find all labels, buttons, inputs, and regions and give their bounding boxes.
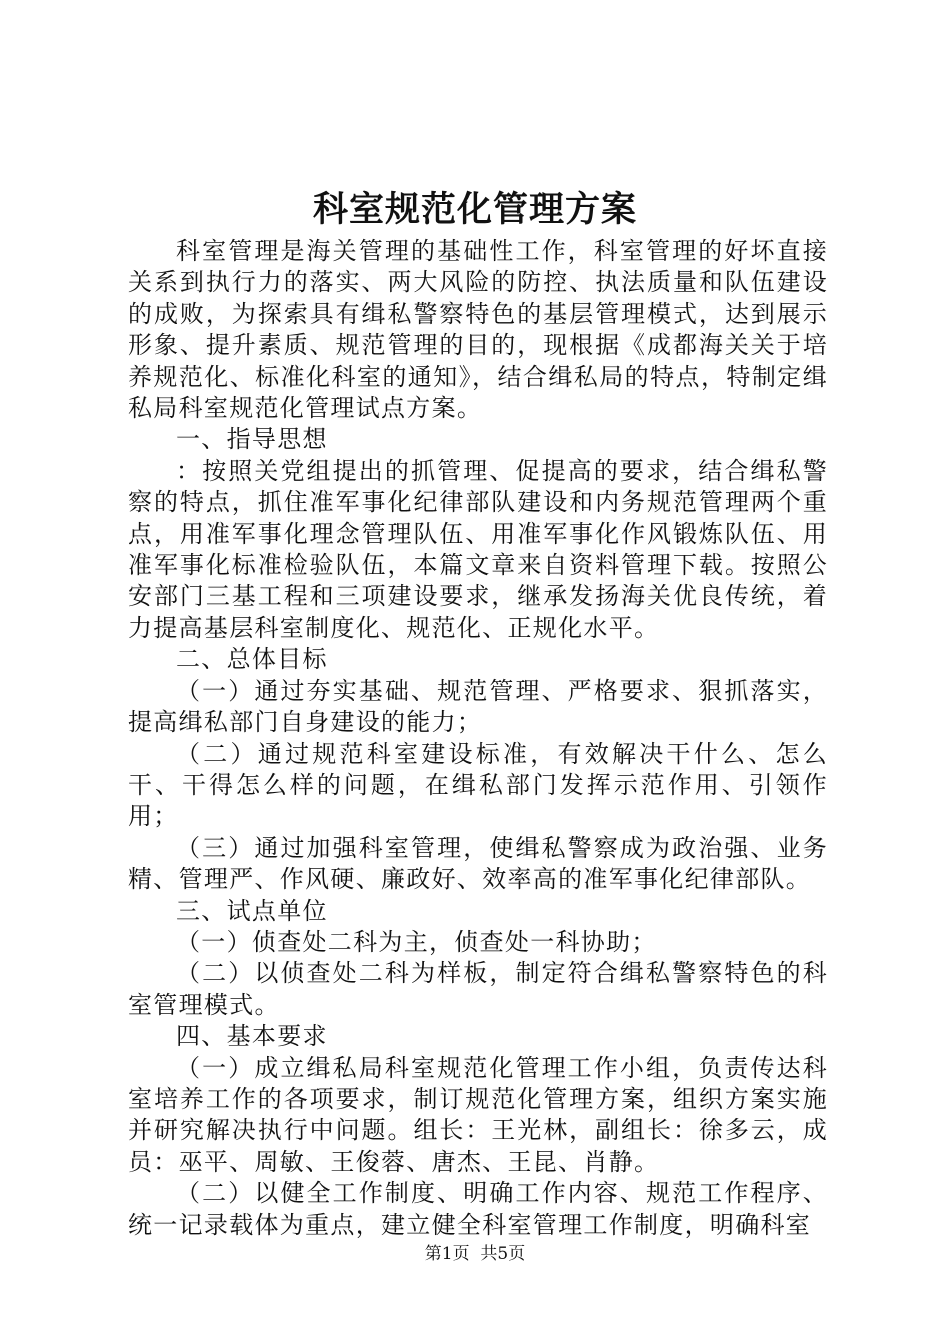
- document-body: [128, 236, 828, 1241]
- paragraph-guiding-thought: ：按照关党组提出的抓管理、促提高的要求，结合缉私警察的特点，抓住准军事化纪律部队建设和内务规范管理两个重点，用准军事化理念管理队伍、用准军事化作风锻炼队伍、用准军事化标准检验队伍，本篇文章来自资料管理下载。按照公安部门三基工程和三项建设要求，继承发扬海关优良传统，着力提高基层科室制度化、规范化、正规化水平。: [128, 456, 828, 642]
- paragraph-requirement-1: （一）成立缉私局科室规范化管理工作小组，负责传达科室培养工作的各项要求，制订规范化管理方案，组织方案实施并研究解决执行中问题。组长：王光林，副组长：徐多云，成员：巫平、周敏、王俊蓉、唐杰、王昆、肖静。: [128, 1053, 828, 1176]
- paragraph-intro: 科室管理是海关管理的基础性工作，科室管理的好坏直接关系到执行力的落实、两大风险的防控、执法质量和队伍建设的成败，为探索具有缉私警察特色的基层管理模式，达到展示形象、提升素质、规范管理的目的，现根据《成都海关关于培养规范化、标准化科室的通知》，结合缉私局的特点，特制定缉私局科室规范化管理试点方案。: [128, 237, 828, 423]
- section-heading-basic-requirements: 四、基本要求: [176, 1022, 328, 1051]
- paragraph-goal-1: （一）通过夯实基础、规范管理、严格要求、狠抓落实，提高缉私部门自身建设的能力；: [128, 676, 828, 737]
- paragraph-pilot-1: （一）侦查处二科为主，侦查处一科协助；: [176, 927, 657, 956]
- section-heading-overall-goal: 二、总体目标: [176, 645, 328, 674]
- section-heading-guiding-thought: 一、指导思想: [176, 425, 328, 454]
- paragraph-goal-3: （三）通过加强科室管理，使缉私警察成为政治强、业务精、管理严、作风硬、廉政好、效率高的准军事化纪律部队。: [128, 833, 828, 894]
- paragraph-pilot-2: （二）以侦查处二科为样板，制定符合缉私警察特色的科室管理模式。: [128, 959, 828, 1019]
- document-title: 科室规范化管理方案: [312, 189, 637, 230]
- section-heading-pilot-units: 三、试点单位: [176, 896, 328, 925]
- paragraph-goal-2: （二）通过规范科室建设标准，有效解决干什么、怎么干、干得怎么样的问题，在缉私部门发挥示范作用、引领作用；: [128, 739, 828, 831]
- page-footer: [0, 1242, 950, 1266]
- page-number-label: 第1页 共5页: [424, 1244, 526, 1264]
- paragraph-requirement-2: （二）以健全工作制度、明确工作内容、规范工作程序、统一记录载体为重点，建立健全科室管理工作制度，明确科室: [128, 1179, 828, 1239]
